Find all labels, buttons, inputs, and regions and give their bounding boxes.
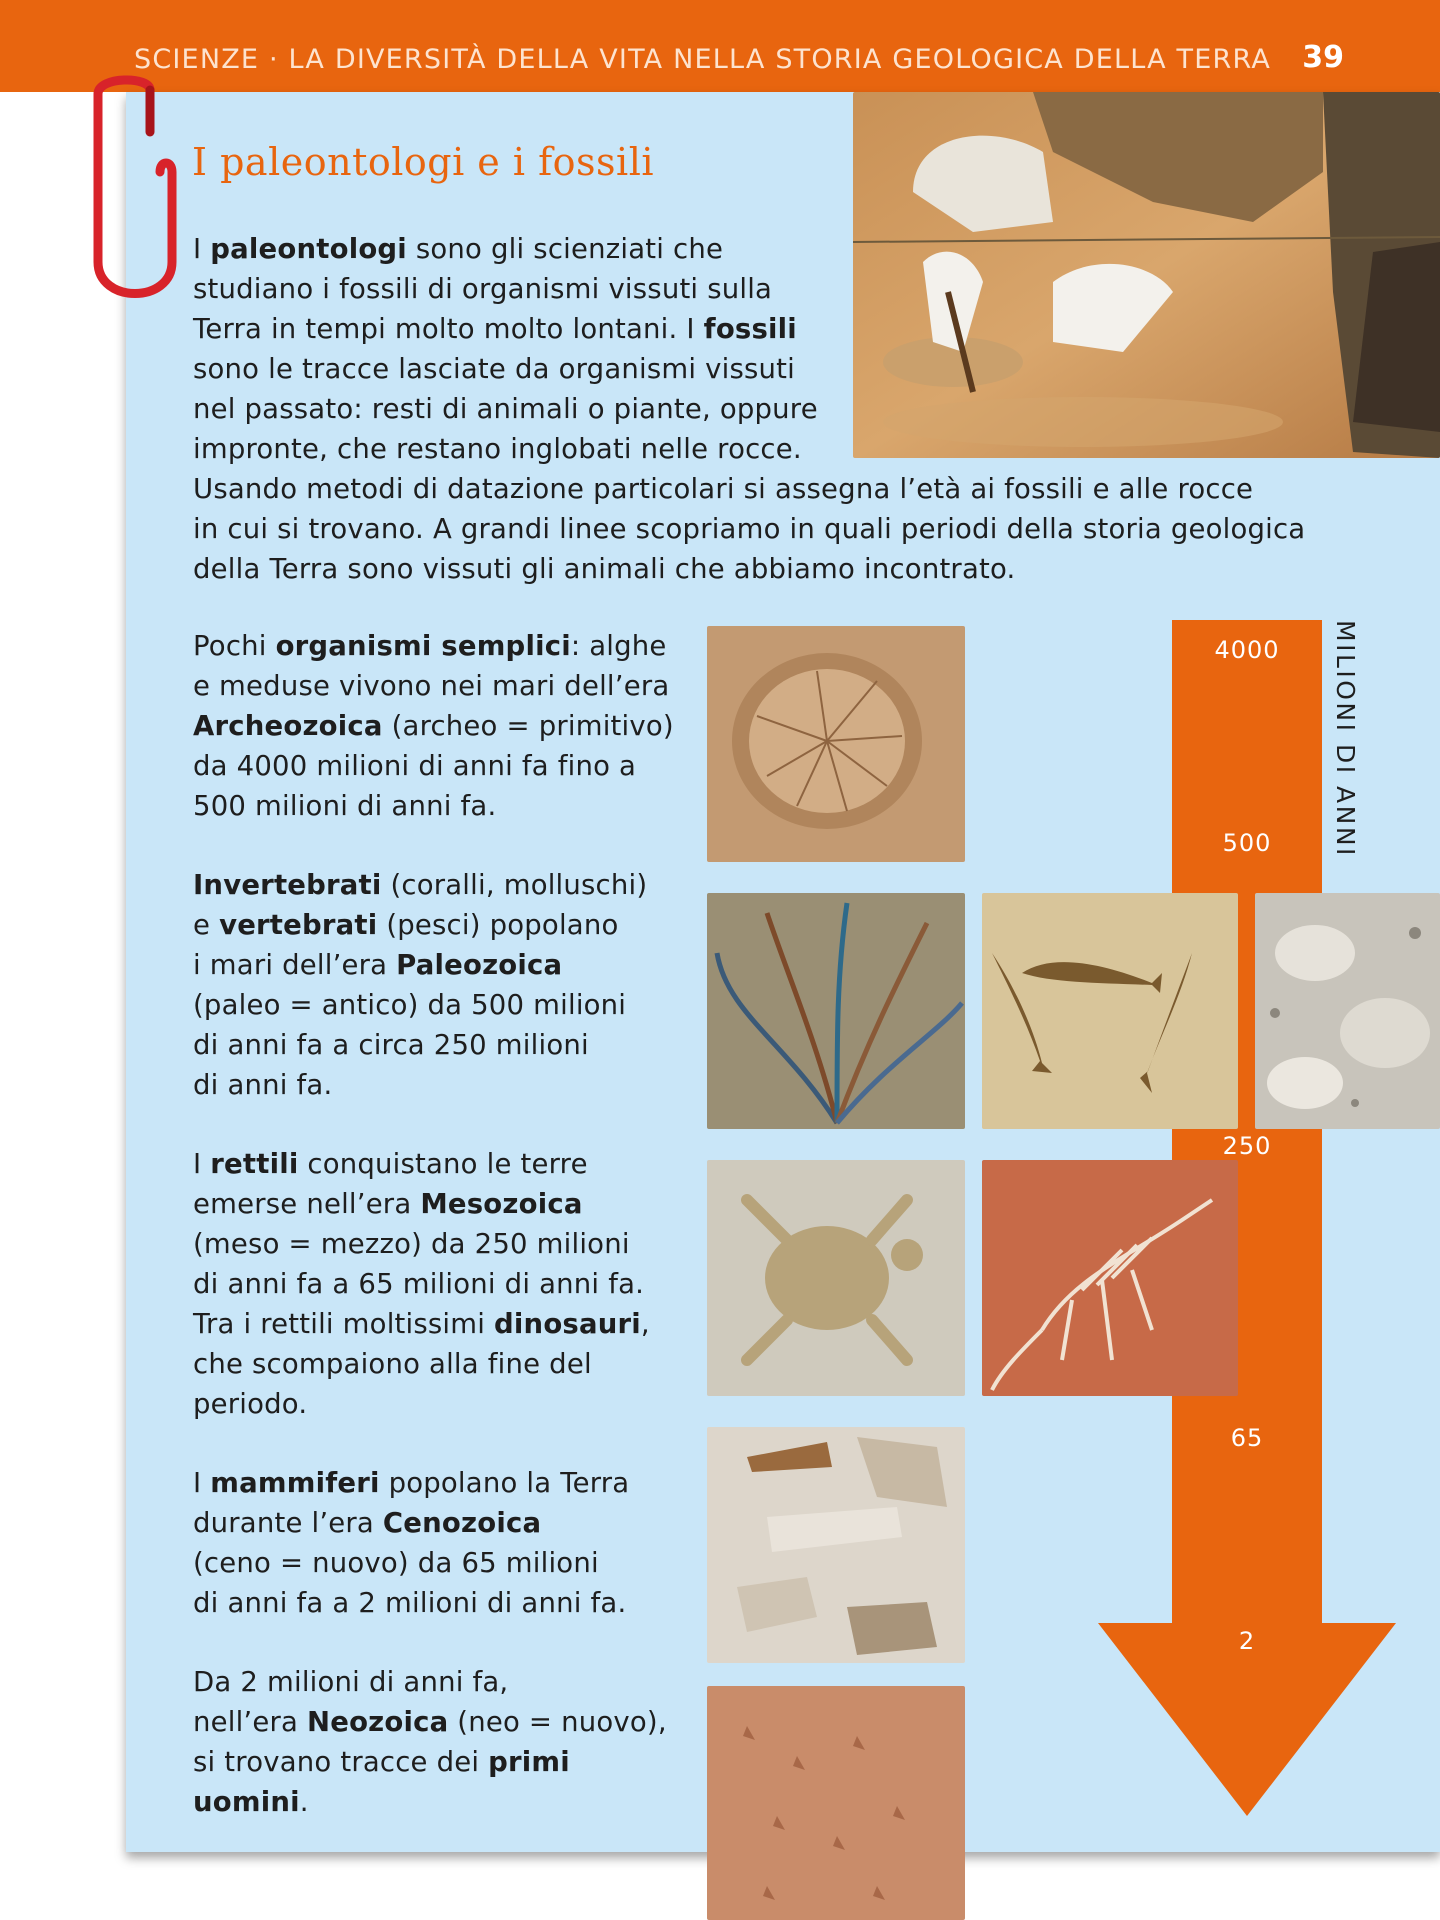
tick-4000: 4000 <box>1214 636 1280 664</box>
term-fossili: fossili <box>703 313 797 345</box>
fossil-fish-photo <box>982 893 1238 1129</box>
era-cenozoica-text: I mammiferi popolano la Terra durante l’era Cenozoica (ceno = nuovo) da 65 milioni di anni fa a 2 milioni di anni fa. <box>193 1467 630 1619</box>
fossil-mammal-bones-photo <box>707 1427 965 1663</box>
fossil-shells-photo <box>1255 893 1440 1129</box>
page-number: 39 <box>1302 40 1344 75</box>
fossil-turtle-photo <box>707 1160 965 1396</box>
fossil-coral-photo <box>707 893 965 1129</box>
timeline-axis-label: MILIONI DI ANNI <box>1331 620 1360 858</box>
fossil-footprints-photo <box>707 1686 965 1920</box>
page-title: I paleontologi e i fossili <box>192 140 655 184</box>
term-paleontologi: paleontologi <box>210 233 407 265</box>
tick-2: 2 <box>1238 1627 1256 1655</box>
era-paleozoica-text: Invertebrati (coralli, molluschi) e vertebrati (pesci) popolano i mari dell’era Paleozoica (paleo = antico) da 500 milioni di anni fa a circa 250 milioni di anni fa. <box>193 869 648 1101</box>
header-bar <box>0 0 1440 92</box>
fossil-dinosaur-photo <box>982 1160 1238 1396</box>
era-archeozoica-text: Pochi organismi semplici: alghe e meduse vivono nei mari dell’era Archeozoica (archeo = primitivo) da 4000 milioni di anni fa fino a 500 milioni di anni fa. <box>193 630 674 822</box>
paperclip-icon <box>80 72 190 312</box>
era-mesozoica-text: I rettili conquistano le terre emerse nell’era Mesozoica (meso = mezzo) da 250 milioni di anni fa a 65 milioni di anni fa. Tra i rettili moltissimi dinosauri, che scompaiono alla fine del periodo. <box>193 1148 650 1420</box>
tick-65: 65 <box>1230 1424 1264 1452</box>
era-neozoica-text: Da 2 milioni di anni fa, nell’era Neozoica (neo = nuovo), si trovano tracce dei primi uomini. <box>193 1666 667 1818</box>
tick-250: 250 <box>1222 1132 1272 1160</box>
fossil-jellyfish-photo <box>707 626 965 862</box>
intro-paragraph: I paleontologi sono gli scienziati che studiano i fossili di organismi vissuti sulla Terra in tempi molto molto lontani. I fossili sono le tracce lasciate da organismi vissuti nel passato: resti di animali o piante, oppure impronte, che restano inglobati nelle rocce. Usando metodi di datazione particolari si assegna l’età ai fossili e alle rocce in cui si trovano. A grandi linee scopriamo in quali periodi della storia geologica della Terra sono vissuti gli animali che abbiamo incontrato. <box>193 233 1306 585</box>
tick-500: 500 <box>1222 829 1272 857</box>
section-title: SCIENZE · LA DIVERSITÀ DELLA VITA NELLA STORIA GEOLOGICA DELLA TERRA <box>134 44 1271 75</box>
